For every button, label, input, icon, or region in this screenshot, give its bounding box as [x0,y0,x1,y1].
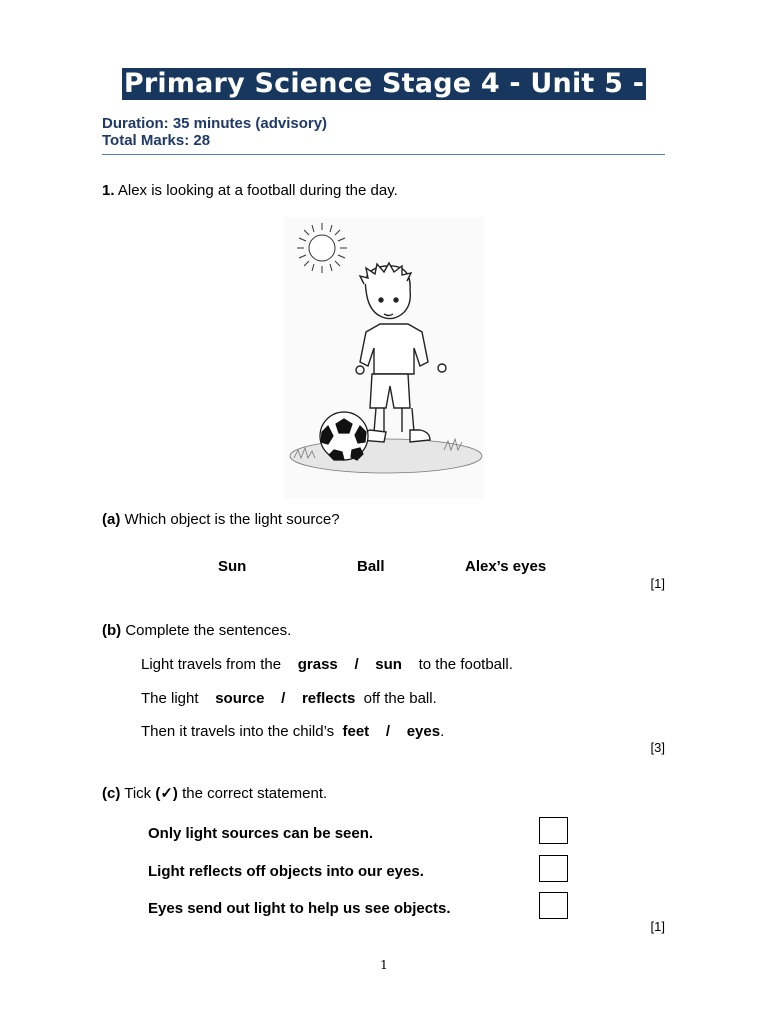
choice-separator: / [281,690,286,707]
statement-1-checkbox[interactable] [539,817,568,844]
choice-feet[interactable]: feet [342,723,370,740]
sentence-2-end: off the ball. [363,690,437,707]
statement-1: Only light sources can be seen. [148,825,374,842]
page-title: Primary Science Stage 4 - Unit 5 - [123,68,645,99]
sentence-3-end: . [440,723,445,740]
part-c-marks: [1] [650,919,665,934]
part-c-text-end: the correct statement. [177,785,328,802]
option-sun[interactable]: Sun [218,558,247,575]
ground-grass [290,439,482,473]
header-divider [102,154,665,155]
part-c-text-start: Tick [120,785,156,802]
question-text: Alex is looking at a football during the day. [114,182,398,199]
question-number: 1. [102,182,115,199]
part-b-text: Complete the sentences. [121,622,292,639]
title-banner [0,68,768,112]
option-alexs-eyes[interactable]: Alex’s eyes [465,558,547,575]
statement-3-checkbox[interactable] [539,892,568,919]
part-b-prompt [102,622,291,639]
choice-reflects[interactable]: reflects [301,690,356,707]
statement-2-checkbox[interactable] [539,855,568,882]
part-b-label: (b) [102,622,122,639]
tick-symbol: (✓) [155,785,178,802]
choice-eyes[interactable]: eyes [406,723,441,740]
part-c-prompt [102,784,327,802]
sentence-3-start: Then it travels into the child’s [141,723,335,740]
sentence-1-start: Light travels from the [141,656,282,673]
choice-sun[interactable]: sun [375,656,402,673]
statement-3: Eyes send out light to help us see objects. [148,900,451,917]
football-icon [320,412,368,460]
choice-separator: / [354,656,359,673]
part-a-marks: [1] [650,576,665,591]
part-c-label: (c) [102,785,121,802]
duration-text: Duration: 35 minutes (advisory) [102,115,328,132]
choice-grass[interactable]: grass [297,656,338,673]
choice-source[interactable]: source [215,690,265,707]
part-a-label: (a) [102,511,121,528]
sentence-1-end: to the football. [418,656,513,673]
page-number: 1 [380,958,388,972]
boy-with-football-illustration [284,218,484,498]
total-marks-text: Total Marks: 28 [102,132,211,149]
part-a-prompt [102,511,340,528]
part-a-text: Which object is the light source? [120,511,340,528]
sentence-2-start: The light [141,690,199,707]
part-b-marks: [3] [650,740,665,755]
option-ball[interactable]: Ball [357,558,385,575]
sentence-1 [141,656,513,673]
sentence-2 [141,690,437,707]
sentence-3 [141,723,444,740]
question-1-stem [102,182,398,199]
statement-2: Light reflects off objects into our eyes. [148,863,424,880]
choice-separator: / [385,723,391,740]
